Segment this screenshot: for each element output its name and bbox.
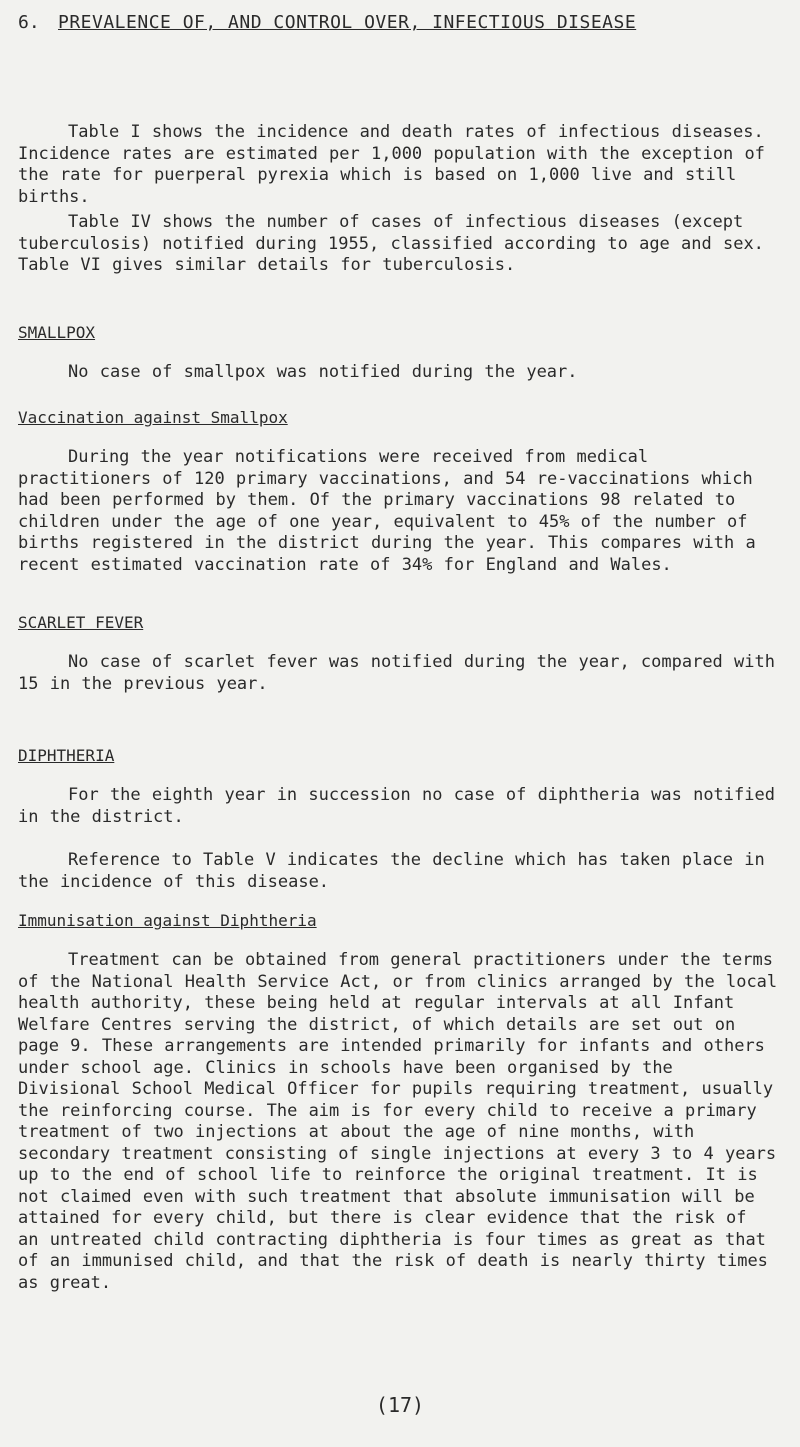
vaccination-heading: Vaccination against Smallpox [18, 408, 288, 427]
page-header [18, 10, 778, 40]
diphtheria-heading: DIPHTHERIA [18, 746, 115, 765]
intro-paragraph-2: Table IV shows the number of cases of infectious diseases (except tuberculosis) notified during 1955, classified according to age and sex. Table VI gives similar details for tuberculosis. [18, 212, 764, 275]
scarlet-fever-heading: SCARLET FEVER [18, 613, 144, 632]
smallpox-text: No case of smallpox was notified during the year. [68, 362, 578, 382]
page-number: 6. [18, 12, 40, 33]
diphtheria-text-2: Reference to Table V indicates the decline which has taken place in the incidence of this disease. [18, 850, 765, 892]
page-footer-number: (17) [375, 1393, 425, 1417]
vaccination-text: During the year notifications were received from medical practitioners of 120 primary vaccinations, and 54 re-vaccinations which had been performed by them. Of the primary vaccinations 98 related to children under the age of one year, equivalent to 45% of the number of births registered in the district during the year. This compares with a recent estimated vaccination rate of 34% for England and Wales. [18, 447, 756, 575]
diphtheria-text-1: For the eighth year in succession no case of diphtheria was notified in the district. [18, 785, 775, 827]
immunisation-heading: Immunisation against Diphtheria [18, 911, 317, 930]
page-title: PREVALENCE OF, AND CONTROL OVER, INFECTIOUS DISEASE [58, 12, 637, 33]
intro-paragraph-1: Table I shows the incidence and death rates of infectious diseases. Incidence rates are estimated per 1,000 population with the exception of the rate for puerperal pyrexia which is based on 1,000 live and still births. [18, 122, 765, 207]
immunisation-text: Treatment can be obtained from general practitioners under the terms of the National Health Service Act, or from clinics arranged by the local health authority, these being held at regular intervals at all Infant Welfare Centres serving the district, of which details are set out on page 9. These arrangements are intended primarily for infants and others under school age. Clinics in schools have been organised by the Divisional School Medical Officer for pupils requiring treatment, usually the reinforcing course. The aim is for every child to receive a primary treatment of two injections at about the age of nine months, with secondary treatment consisting of single injections at every 3 to 4 years up to the end of school life to reinforce the original treatment. It is not claimed even with such treatment that absolute immunisation will be attained for every child, but there is clear evidence that the risk of an untreated child contracting diphtheria is four times as great as that of an immunised child, and that the risk of death is nearly thirty times as great. [18, 950, 778, 1293]
smallpox-heading: SMALLPOX [18, 323, 96, 342]
scarlet-fever-text: No case of scarlet fever was notified during the year, compared with 15 in the previous year. [18, 652, 775, 694]
